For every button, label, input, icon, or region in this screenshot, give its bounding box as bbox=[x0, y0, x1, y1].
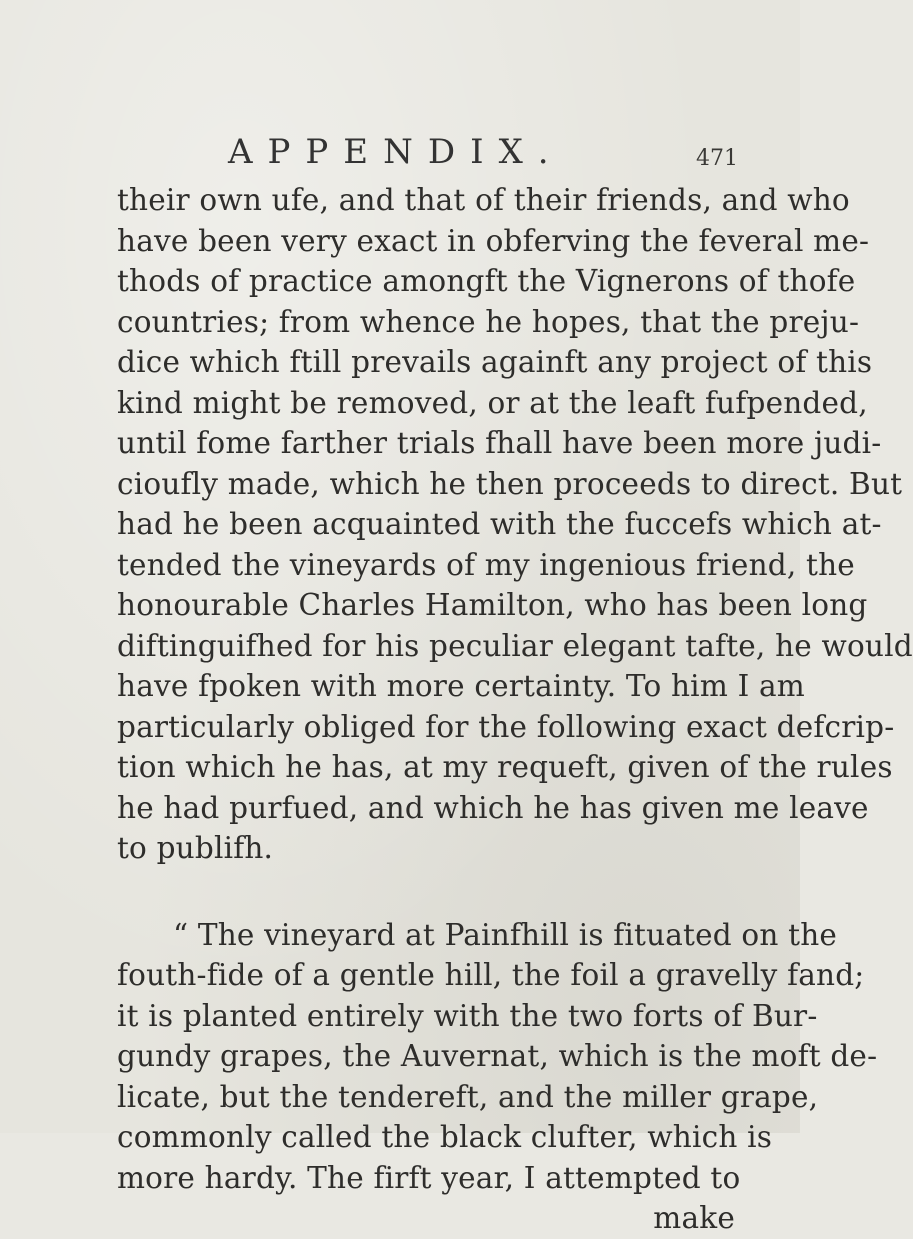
body-text bbox=[117, 180, 913, 1239]
catchword: make bbox=[653, 1201, 735, 1235]
text-line: kind might be removed, or at the leaft fufpended, bbox=[117, 385, 868, 420]
text-line: until fome farther trials fhall have been more judi- bbox=[117, 426, 882, 460]
text-line: particularly obliged for the following exact defcrip- bbox=[117, 709, 895, 744]
text-line: had he been acquainted with the fuccefs which at- bbox=[117, 507, 882, 541]
text-line: it is planted entirely with the two forts of Bur- bbox=[117, 998, 818, 1033]
text-line: fouth-fide of a gentle hill, the foil a gravelly fand; bbox=[117, 958, 865, 992]
text-line: have fpoken with more certainty. To him I am bbox=[117, 669, 805, 703]
text-line: thods of practice amongft the Vignerons of thofe bbox=[117, 264, 856, 298]
text-line: gundy grapes, the Auvernat, which is the moft de- bbox=[117, 1039, 878, 1073]
page-header bbox=[0, 132, 800, 172]
text-line: have been very exact in obferving the feveral me- bbox=[117, 223, 870, 258]
text-line: “ The vineyard at Painfhill is fituated on the bbox=[173, 917, 838, 952]
text-line: to publifh. bbox=[117, 831, 274, 865]
text-line: honourable Charles Hamilton, who has been long bbox=[117, 588, 868, 622]
paragraph-2 bbox=[117, 915, 878, 1199]
running-head: APPENDIX. bbox=[228, 132, 564, 172]
text-line: commonly called the black clufter, which is bbox=[117, 1120, 773, 1154]
text-line: he had purfued, and which he has given me leave bbox=[117, 790, 869, 825]
text-line: tion which he has, at my requeft, given of the rules bbox=[117, 750, 893, 784]
paragraph-gap bbox=[117, 869, 735, 915]
text-line: diftinguifhed for his peculiar elegant tafte, he would bbox=[117, 628, 913, 663]
text-line: licate, but the tendereft, and the miller grape, bbox=[117, 1079, 819, 1114]
paragraph-1 bbox=[117, 180, 913, 869]
text-line: countries; from whence he hopes, that the preju- bbox=[117, 304, 860, 339]
text-line: tended the vineyards of my ingenious friend, the bbox=[117, 547, 855, 582]
text-line: cioufly made, which he then proceeds to direct. But bbox=[117, 466, 903, 501]
text-line: more hardy. The firft year, I attempted to bbox=[117, 1160, 741, 1195]
text-line: their own ufe, and that of their friends, and who bbox=[117, 183, 850, 217]
page-number: 471 bbox=[696, 146, 738, 171]
text-line: dice which ftill prevails againft any project of this bbox=[117, 345, 873, 379]
